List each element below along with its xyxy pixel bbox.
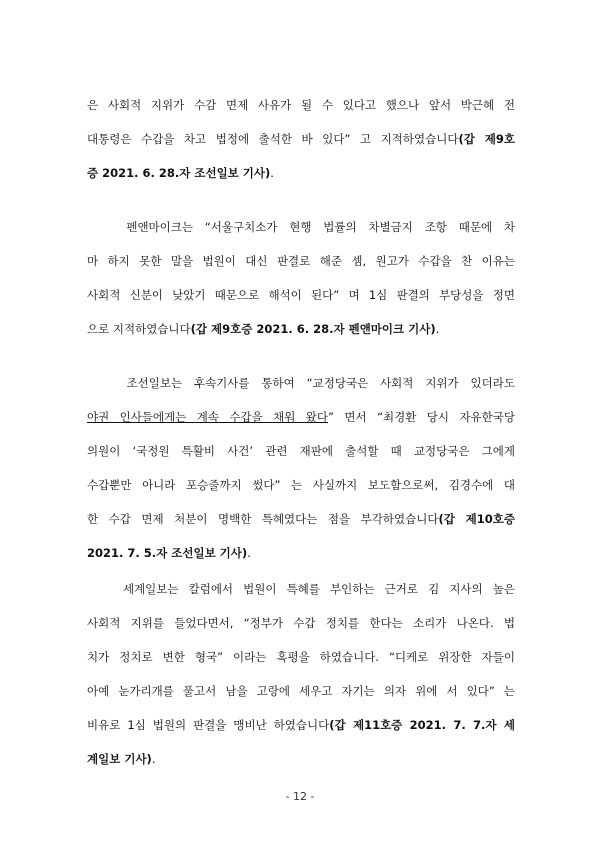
text-line xyxy=(87,502,515,536)
citation-text: (갑 제9호 xyxy=(458,132,515,146)
citation-text: (갑 제10호증 xyxy=(438,512,516,526)
citation-text: (갑 제9호증 2021. 6. 28.자 펜앤마이크 기사) xyxy=(190,322,436,336)
citation-text: 2021. 7. 5.자 조선일보 기사) xyxy=(87,546,248,560)
body-text: 조선일보는 후속기사를 통하여 “교정당국은 사회적 지위가 있더라도 xyxy=(87,376,515,390)
text-line xyxy=(87,366,515,400)
text-line xyxy=(87,88,515,122)
text-line xyxy=(87,674,515,708)
body-text: 한 수갑 면제 처분이 명백한 특혜였다는 점을 부각하였습니다 xyxy=(87,512,439,526)
text-line xyxy=(87,536,515,570)
body-text: 펜앤마이크는 “서울구치소가 현행 법률의 차별금지 조항 때문에 차 xyxy=(87,220,515,234)
body-text: . xyxy=(247,546,251,560)
citation-text: (갑 제11호증 2021. 7. 7.자 세 xyxy=(329,718,515,732)
body-text: 비유로 1심 법원의 판결을 맹비난 하였습니다 xyxy=(87,718,330,732)
text-line xyxy=(87,278,515,312)
text-line xyxy=(87,122,515,156)
body-text: . xyxy=(151,752,156,766)
text-line xyxy=(87,400,515,434)
body-text: 마 하지 못한 말을 법원이 대신 판결로 해준 셈, 원고가 수갑을 찬 이유는 xyxy=(87,254,515,268)
text-line xyxy=(87,640,515,674)
body-text: . xyxy=(270,166,274,180)
body-text: 은 사회적 지위가 수감 면제 사유가 될 수 있다고 했으나 앞서 박근혜 전 xyxy=(87,98,515,112)
body-text: 대통령은 수갑을 차고 법정에 출석한 바 있다” 고 지적하였습니다 xyxy=(87,132,459,146)
underlined-text: 야권 인사들에게는 계속 수갑을 채워 왔다 xyxy=(87,410,329,424)
citation-text: 증 2021. 6. 28.자 조선일보 기사) xyxy=(87,166,271,180)
text-line xyxy=(87,244,515,278)
body-text: 수갑뿐만 아니라 포승줄까지 썼다” 는 사실까지 보도함으로써, 김경수에 대 xyxy=(87,478,515,492)
body-text: 사회적 지위를 들었다면서, “정부가 수갑 정치를 한다는 소리가 나온다. 법 xyxy=(87,616,515,630)
body-text: 아예 눈가리개를 풀고서 남을 고랑에 세우고 자기는 의자 위에 서 있다” 는 xyxy=(87,684,515,698)
body-text: 세계일보는 칼럼에서 법원이 특혜를 부인하는 근거로 김 지사의 높은 xyxy=(87,582,515,596)
body-text: 치가 정치로 변한 형국” 이라는 혹평을 하였습니다. “디케로 위장한 자들이 xyxy=(87,650,515,664)
paragraph-chosun-first xyxy=(87,88,515,190)
text-line xyxy=(87,434,515,468)
text-line xyxy=(87,312,515,346)
citation-text: 계일보 기사) xyxy=(87,752,152,766)
paragraph-pennmike xyxy=(87,210,515,346)
text-line xyxy=(87,156,515,190)
text-line xyxy=(87,708,515,742)
text-line xyxy=(87,210,515,244)
body-text: 으로 지적하였습니다 xyxy=(87,322,191,336)
text-line xyxy=(87,742,515,776)
page-number: - 12 - xyxy=(285,790,315,803)
body-text: . xyxy=(435,322,440,336)
text-line xyxy=(87,606,515,640)
body-text: 사회적 신분이 낮았기 때문으로 해석이 된다” 며 1심 판결의 부당성을 정면 xyxy=(87,288,515,302)
text-line xyxy=(87,468,515,502)
text-line xyxy=(87,572,515,606)
body-text: 의원이 ‘국정원 특활비 사건’ 관련 재판에 출석할 때 교정당국은 그에게 xyxy=(87,444,515,458)
paragraph-chosun-followup xyxy=(87,366,515,570)
paragraph-segye xyxy=(87,572,515,776)
body-text: ” 면서 “최경환 당시 자유한국당 xyxy=(328,410,515,424)
